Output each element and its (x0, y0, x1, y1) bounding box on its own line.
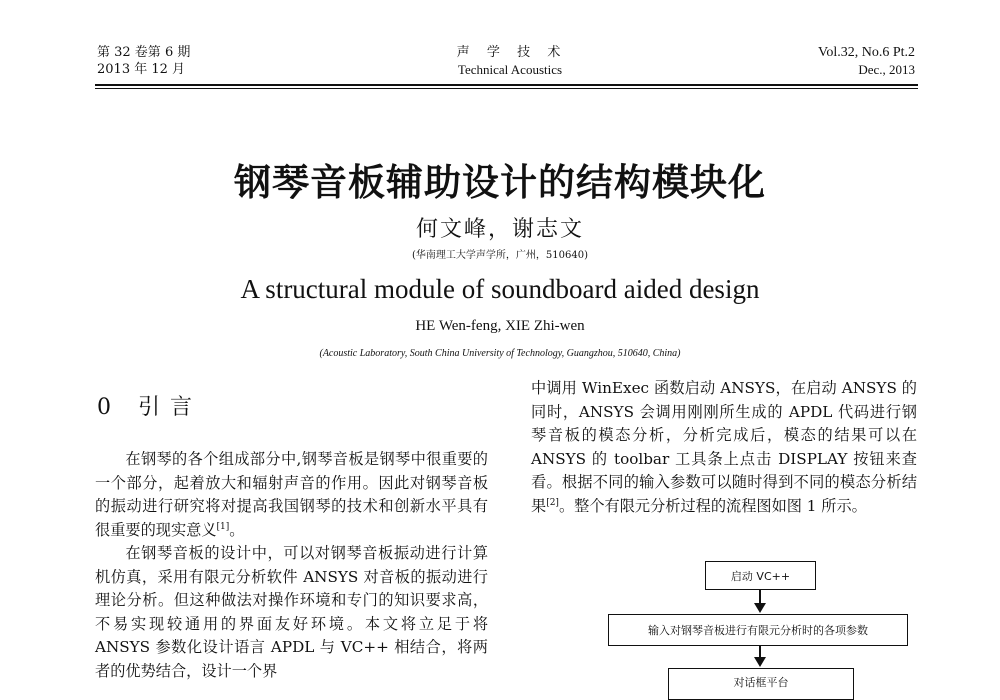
header-rule-thick (95, 84, 918, 86)
vol-en: Vol.32, No.6 Pt.2 (818, 45, 915, 60)
flowchart-arrow-2-head (754, 657, 766, 667)
section-heading: 0 引言 (97, 395, 202, 420)
left-column (95, 448, 488, 683)
right-column (531, 377, 917, 518)
issue-cn: 第 32 卷第 6 期 (97, 45, 191, 60)
header-right (700, 44, 915, 78)
flowchart-box-dialog-platform: 对话框平台 (668, 668, 854, 700)
flowchart-box-input-params: 输入对钢琴音板进行有限元分析时的各项参数 (608, 614, 908, 646)
flowchart-arrow-1-line (759, 590, 761, 604)
citation-1: [1] (216, 521, 230, 532)
right-p1-text: 中调用 WinExec 函数启动 ANSYS，在启动 ANSYS 的同时，ANSYS 会调用刚刚所生成的 APDL 代码进行钢琴音板的模态分析，分析完成后，模态的结果可以在 ANSYS 的 toolbar 工具条上点击 DISPLAY 按钮来查看。根据不同的输入参数可以随时得到不同的模态分析结果 (531, 379, 917, 515)
journal-cn: 声 学 技 术 (456, 45, 564, 60)
header-center (400, 44, 620, 78)
authors-en: HE Wen-feng, XIE Zhi-wen (415, 318, 585, 334)
left-p1-text: 在钢琴的各个组成部分中,钢琴音板是钢琴中很重要的一个部分，起着放大和辐射声音的作用。因此对钢琴音板的振动进行研究将对提高我国钢琴的技术和创新水平具有很重要的现实意义 (95, 450, 488, 539)
right-p1-end: 。整个有限元分析过程的流程图如图 1 所示。 (558, 496, 867, 515)
paper-title-cn: 钢琴音板辅助设计的结构模块化 (234, 161, 766, 204)
left-p1-end: 。 (229, 520, 245, 539)
right-paragraph-1 (531, 377, 917, 518)
affiliation-cn: (华南理工大学声学所，广州，510640) (412, 250, 588, 261)
citation-2: [2] (546, 497, 559, 508)
left-paragraph-2: 在钢琴音板的设计中，可以对钢琴音板振动进行计算机仿真，采用有限元分析软件 ANSYS 对音板的振动进行理论分析。但这种做法对操作环境和专门的知识要求高，不易实现较通用的界面友好环境。本文将立足于将 ANSYS 参数化设计语言 APDL 与 VC++ 相结合，将两者的优势结合，设计一个界 (95, 544, 488, 680)
flowchart-box-start-vc: 启动 VC++ (705, 561, 816, 590)
header-left (97, 44, 190, 78)
affiliation-en: (Acoustic Laboratory, South China University of Technology, Guangzhou, 510640, China) (319, 348, 681, 359)
authors-cn: 何文峰，谢志文 (415, 217, 584, 242)
date-cn: 2013 年 12 月 (97, 62, 186, 77)
journal-en: Technical Acoustics (457, 62, 563, 77)
left-paragraph-1 (95, 448, 488, 542)
date-en: Dec., 2013 (858, 62, 915, 77)
header-rule-thin (95, 88, 918, 89)
paper-title-en: A structural module of soundboard aided design (240, 274, 760, 304)
flowchart-arrow-1-head (754, 603, 766, 613)
